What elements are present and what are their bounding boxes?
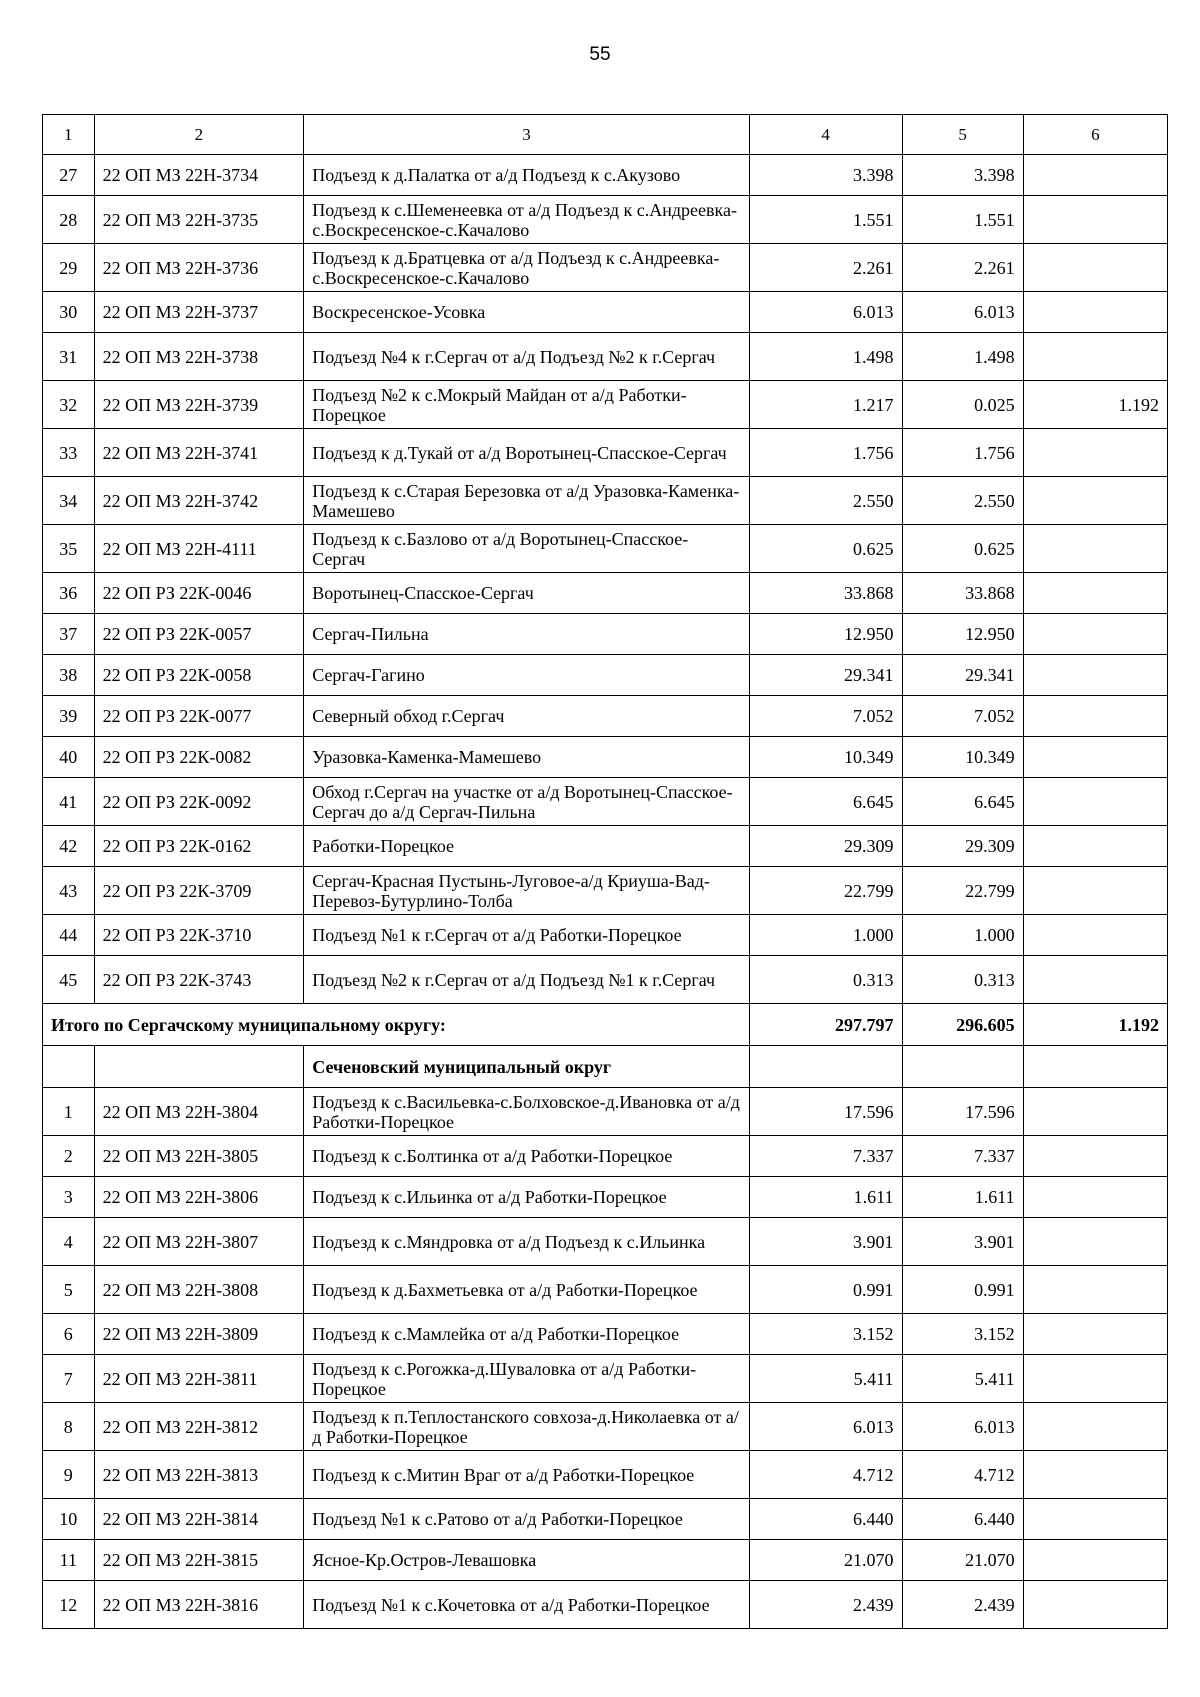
road-id-cell: 22 ОП МЗ 22Н-3736 [94, 244, 304, 292]
col6-value-cell [1023, 956, 1167, 1004]
col5-value-cell: 1.000 [902, 915, 1023, 956]
road-id-cell: 22 ОП МЗ 22Н-3737 [94, 292, 304, 333]
road-name-cell: Подъезд к с.Мяндровка от а/д Подъезд к с.Ильинка [304, 1218, 750, 1266]
col4-value-cell: 0.625 [749, 525, 902, 573]
road-id-cell: 22 ОП МЗ 22Н-3739 [94, 381, 304, 429]
table-row [43, 1451, 1168, 1499]
road-id-cell: 22 ОП МЗ 22Н-3813 [94, 1451, 304, 1499]
col5-value-cell: 33.868 [902, 573, 1023, 614]
table-row [43, 655, 1168, 696]
table-row [43, 696, 1168, 737]
col4-value-cell: 6.013 [749, 292, 902, 333]
road-id-cell: 22 ОП РЗ 22К-3743 [94, 956, 304, 1004]
road-id-cell: 22 ОП РЗ 22К-0057 [94, 614, 304, 655]
road-id-cell: 22 ОП МЗ 22Н-3807 [94, 1218, 304, 1266]
col4-value-cell: 0.313 [749, 956, 902, 1004]
road-name-cell: Воскресенское-Усовка [304, 292, 750, 333]
col6-value-cell [1023, 826, 1167, 867]
table-row [43, 1177, 1168, 1218]
row-number-cell: 29 [43, 244, 95, 292]
row-number-cell: 37 [43, 614, 95, 655]
road-name-cell: Подъезд к п.Теплостанского совхоза-д.Николаевка от а/д Работки-Порецкое [304, 1403, 750, 1451]
road-id-cell: 22 ОП РЗ 22К-0077 [94, 696, 304, 737]
road-id-cell: 22 ОП МЗ 22Н-3738 [94, 333, 304, 381]
row-number-cell: 39 [43, 696, 95, 737]
col5-value-cell: 5.411 [902, 1355, 1023, 1403]
road-name-cell: Подъезд к с.Васильевка-с.Болховское-д.Ивановка от а/д Работки-Порецкое [304, 1088, 750, 1136]
row-number-cell: 11 [43, 1540, 95, 1581]
road-name-cell: Сергач-Пильна [304, 614, 750, 655]
table-row [43, 244, 1168, 292]
road-id-cell: 22 ОП МЗ 22Н-3815 [94, 1540, 304, 1581]
empty-cell [94, 1046, 304, 1088]
col6-value-cell [1023, 655, 1167, 696]
total-v4-cell: 297.797 [749, 1004, 902, 1046]
col4-value-cell: 29.341 [749, 655, 902, 696]
road-id-cell: 22 ОП МЗ 22Н-3735 [94, 196, 304, 244]
col4-value-cell: 10.349 [749, 737, 902, 778]
road-id-cell: 22 ОП МЗ 22Н-3812 [94, 1403, 304, 1451]
road-id-cell: 22 ОП МЗ 22Н-3811 [94, 1355, 304, 1403]
col6-value-cell [1023, 1088, 1167, 1136]
col4-value-cell: 6.013 [749, 1403, 902, 1451]
col4-value-cell: 12.950 [749, 614, 902, 655]
col5-value-cell: 0.313 [902, 956, 1023, 1004]
col6-value-cell [1023, 696, 1167, 737]
row-number-cell: 43 [43, 867, 95, 915]
col4-value-cell: 3.398 [749, 155, 902, 196]
col4-value-cell: 6.645 [749, 778, 902, 826]
road-id-cell: 22 ОП РЗ 22К-3709 [94, 867, 304, 915]
section-row [43, 1046, 1168, 1088]
section-title: Сеченовский муниципальный округ [304, 1046, 750, 1088]
road-id-cell: 22 ОП МЗ 22Н-3808 [94, 1266, 304, 1314]
col6-value-cell [1023, 1218, 1167, 1266]
col6-value-cell [1023, 155, 1167, 196]
road-name-cell: Северный обход г.Сергач [304, 696, 750, 737]
col5-value-cell: 1.551 [902, 196, 1023, 244]
row-number-cell: 6 [43, 1314, 95, 1355]
col4-value-cell: 3.152 [749, 1314, 902, 1355]
road-id-cell: 22 ОП МЗ 22Н-4111 [94, 525, 304, 573]
road-id-cell: 22 ОП РЗ 22К-0162 [94, 826, 304, 867]
empty-cell [43, 1046, 95, 1088]
col4-value-cell: 7.052 [749, 696, 902, 737]
col6-value-cell [1023, 867, 1167, 915]
col5-value-cell: 1.756 [902, 429, 1023, 477]
empty-cell [902, 1046, 1023, 1088]
col5-value-cell: 3.152 [902, 1314, 1023, 1355]
table-row [43, 1136, 1168, 1177]
row-number-cell: 28 [43, 196, 95, 244]
col4-value-cell: 2.439 [749, 1581, 902, 1629]
col4-value-cell: 2.261 [749, 244, 902, 292]
table-row [43, 196, 1168, 244]
road-name-cell: Подъезд №1 к г.Сергач от а/д Работки-Порецкое [304, 915, 750, 956]
col6-value-cell [1023, 196, 1167, 244]
col5-value-cell: 29.309 [902, 826, 1023, 867]
table-row [43, 429, 1168, 477]
road-name-cell: Работки-Порецкое [304, 826, 750, 867]
col6-value-cell [1023, 292, 1167, 333]
col6-value-cell [1023, 244, 1167, 292]
col5-value-cell: 1.498 [902, 333, 1023, 381]
row-number-cell: 4 [43, 1218, 95, 1266]
header-cell: 3 [304, 115, 750, 155]
road-name-cell: Сергач-Красная Пустынь-Луговое-а/д Криуша-Вад-Перевоз-Бутурлино-Толба [304, 867, 750, 915]
row-number-cell: 38 [43, 655, 95, 696]
row-number-cell: 27 [43, 155, 95, 196]
table-row [43, 867, 1168, 915]
col6-value-cell [1023, 1136, 1167, 1177]
col4-value-cell: 1.551 [749, 196, 902, 244]
table-row [43, 1314, 1168, 1355]
col6-value-cell [1023, 1540, 1167, 1581]
road-name-cell: Уразовка-Каменка-Мамешево [304, 737, 750, 778]
col4-value-cell: 6.440 [749, 1499, 902, 1540]
road-id-cell: 22 ОП РЗ 22К-0092 [94, 778, 304, 826]
col6-value-cell [1023, 573, 1167, 614]
road-id-cell: 22 ОП РЗ 22К-0082 [94, 737, 304, 778]
col5-value-cell: 0.991 [902, 1266, 1023, 1314]
row-number-cell: 44 [43, 915, 95, 956]
road-name-cell: Обход г.Сергач на участке от а/д Воротынец-Спасское-Сергач до а/д Сергач-Пильна [304, 778, 750, 826]
col4-value-cell: 17.596 [749, 1088, 902, 1136]
col5-value-cell: 6.645 [902, 778, 1023, 826]
col4-value-cell: 1.498 [749, 333, 902, 381]
road-id-cell: 22 ОП МЗ 22Н-3804 [94, 1088, 304, 1136]
row-number-cell: 3 [43, 1177, 95, 1218]
table-row [43, 1540, 1168, 1581]
road-name-cell: Подъезд к с.Митин Враг от а/д Работки-Порецкое [304, 1451, 750, 1499]
col5-value-cell: 22.799 [902, 867, 1023, 915]
table-row [43, 525, 1168, 573]
road-id-cell: 22 ОП РЗ 22К-0058 [94, 655, 304, 696]
col4-value-cell: 33.868 [749, 573, 902, 614]
table-row [43, 737, 1168, 778]
col4-value-cell: 5.411 [749, 1355, 902, 1403]
col4-value-cell: 2.550 [749, 477, 902, 525]
col4-value-cell: 0.991 [749, 1266, 902, 1314]
empty-cell [749, 1046, 902, 1088]
table-row [43, 956, 1168, 1004]
col5-value-cell: 10.349 [902, 737, 1023, 778]
table-row [43, 1581, 1168, 1629]
table-row [43, 778, 1168, 826]
road-name-cell: Подъезд №2 к с.Мокрый Майдан от а/д Работки-Порецкое [304, 381, 750, 429]
col5-value-cell: 2.550 [902, 477, 1023, 525]
row-number-cell: 42 [43, 826, 95, 867]
col6-value-cell [1023, 1499, 1167, 1540]
col4-value-cell: 4.712 [749, 1451, 902, 1499]
roads-table [42, 114, 1168, 1629]
col4-value-cell: 1.217 [749, 381, 902, 429]
road-name-cell: Подъезд к с.Мамлейка от а/д Работки-Порецкое [304, 1314, 750, 1355]
road-name-cell: Подъезд №1 к с.Ратово от а/д Работки-Порецкое [304, 1499, 750, 1540]
col4-value-cell: 1.756 [749, 429, 902, 477]
col6-value-cell [1023, 1451, 1167, 1499]
col5-value-cell: 7.337 [902, 1136, 1023, 1177]
road-name-cell: Ясное-Кр.Остров-Левашовка [304, 1540, 750, 1581]
empty-cell [1023, 1046, 1167, 1088]
table-row [43, 292, 1168, 333]
row-number-cell: 2 [43, 1136, 95, 1177]
col6-value-cell [1023, 1177, 1167, 1218]
row-number-cell: 33 [43, 429, 95, 477]
table-row [43, 1218, 1168, 1266]
row-number-cell: 5 [43, 1266, 95, 1314]
col6-value-cell [1023, 1266, 1167, 1314]
table-row [43, 1403, 1168, 1451]
col6-value-cell [1023, 525, 1167, 573]
header-cell: 6 [1023, 115, 1167, 155]
header-cell: 4 [749, 115, 902, 155]
col5-value-cell: 2.439 [902, 1581, 1023, 1629]
road-name-cell: Подъезд №2 к г.Сергач от а/д Подъезд №1 к г.Сергач [304, 956, 750, 1004]
road-name-cell: Подъезд к д.Тукай от а/д Воротынец-Спасское-Сергач [304, 429, 750, 477]
road-name-cell: Сергач-Гагино [304, 655, 750, 696]
row-number-cell: 35 [43, 525, 95, 573]
col4-value-cell: 3.901 [749, 1218, 902, 1266]
road-id-cell: 22 ОП МЗ 22Н-3809 [94, 1314, 304, 1355]
col5-value-cell: 29.341 [902, 655, 1023, 696]
road-name-cell: Подъезд к с.Болтинка от а/д Работки-Порецкое [304, 1136, 750, 1177]
row-number-cell: 10 [43, 1499, 95, 1540]
col6-value-cell [1023, 477, 1167, 525]
col4-value-cell: 21.070 [749, 1540, 902, 1581]
col5-value-cell: 1.611 [902, 1177, 1023, 1218]
road-id-cell: 22 ОП МЗ 22Н-3734 [94, 155, 304, 196]
col5-value-cell: 6.013 [902, 292, 1023, 333]
road-id-cell: 22 ОП МЗ 22Н-3806 [94, 1177, 304, 1218]
table-row [43, 333, 1168, 381]
header-cell: 5 [902, 115, 1023, 155]
road-id-cell: 22 ОП МЗ 22Н-3742 [94, 477, 304, 525]
col4-value-cell: 29.309 [749, 826, 902, 867]
table-row [43, 573, 1168, 614]
col5-value-cell: 6.440 [902, 1499, 1023, 1540]
col6-value-cell [1023, 333, 1167, 381]
col5-value-cell: 17.596 [902, 1088, 1023, 1136]
col5-value-cell: 12.950 [902, 614, 1023, 655]
table-body [43, 115, 1168, 1629]
col6-value-cell [1023, 915, 1167, 956]
col5-value-cell: 3.398 [902, 155, 1023, 196]
row-number-cell: 40 [43, 737, 95, 778]
col4-value-cell: 1.611 [749, 1177, 902, 1218]
row-number-cell: 36 [43, 573, 95, 614]
col5-value-cell: 3.901 [902, 1218, 1023, 1266]
total-v6-cell: 1.192 [1023, 1004, 1167, 1046]
col4-value-cell: 1.000 [749, 915, 902, 956]
col4-value-cell: 22.799 [749, 867, 902, 915]
row-number-cell: 1 [43, 1088, 95, 1136]
table-row [43, 915, 1168, 956]
road-name-cell: Подъезд к д.Братцевка от а/д Подъезд к с.Андреевка-с.Воскресенское-с.Качалово [304, 244, 750, 292]
col4-value-cell: 7.337 [749, 1136, 902, 1177]
total-row [43, 1004, 1168, 1046]
col5-value-cell: 4.712 [902, 1451, 1023, 1499]
row-number-cell: 34 [43, 477, 95, 525]
table-row [43, 381, 1168, 429]
road-id-cell: 22 ОП МЗ 22Н-3816 [94, 1581, 304, 1629]
col5-value-cell: 0.025 [902, 381, 1023, 429]
road-id-cell: 22 ОП МЗ 22Н-3814 [94, 1499, 304, 1540]
road-id-cell: 22 ОП РЗ 22К-0046 [94, 573, 304, 614]
col6-value-cell [1023, 429, 1167, 477]
col6-value-cell: 1.192 [1023, 381, 1167, 429]
header-row [43, 115, 1168, 155]
road-name-cell: Подъезд к с.Старая Березовка от а/д Уразовка-Каменка-Мамешево [304, 477, 750, 525]
table-row [43, 477, 1168, 525]
total-label: Итого по Сергачскому муниципальному округу: [43, 1004, 750, 1046]
road-id-cell: 22 ОП РЗ 22К-3710 [94, 915, 304, 956]
col6-value-cell [1023, 1581, 1167, 1629]
col5-value-cell: 6.013 [902, 1403, 1023, 1451]
row-number-cell: 12 [43, 1581, 95, 1629]
table-row [43, 614, 1168, 655]
road-name-cell: Подъезд к д.Палатка от а/д Подъезд к с.Акузово [304, 155, 750, 196]
table-row [43, 1266, 1168, 1314]
table-row [43, 826, 1168, 867]
road-name-cell: Подъезд к д.Бахметьевка от а/д Работки-Порецкое [304, 1266, 750, 1314]
row-number-cell: 41 [43, 778, 95, 826]
road-name-cell: Воротынец-Спасское-Сергач [304, 573, 750, 614]
total-v5-cell: 296.605 [902, 1004, 1023, 1046]
col6-value-cell [1023, 778, 1167, 826]
row-number-cell: 8 [43, 1403, 95, 1451]
col6-value-cell [1023, 614, 1167, 655]
col5-value-cell: 7.052 [902, 696, 1023, 737]
road-name-cell: Подъезд №4 к г.Сергач от а/д Подъезд №2 к г.Сергач [304, 333, 750, 381]
row-number-cell: 31 [43, 333, 95, 381]
col5-value-cell: 21.070 [902, 1540, 1023, 1581]
header-cell: 1 [43, 115, 95, 155]
col6-value-cell [1023, 1403, 1167, 1451]
table-row [43, 1088, 1168, 1136]
col5-value-cell: 0.625 [902, 525, 1023, 573]
row-number-cell: 45 [43, 956, 95, 1004]
col5-value-cell: 2.261 [902, 244, 1023, 292]
col6-value-cell [1023, 1355, 1167, 1403]
road-name-cell: Подъезд к с.Базлово от а/д Воротынец-Спасское-Сергач [304, 525, 750, 573]
row-number-cell: 9 [43, 1451, 95, 1499]
row-number-cell: 30 [43, 292, 95, 333]
table-row [43, 1355, 1168, 1403]
road-name-cell: Подъезд к с.Шеменеевка от а/д Подъезд к с.Андреевка-с.Воскресенское-с.Качалово [304, 196, 750, 244]
road-name-cell: Подъезд к с.Ильинка от а/д Работки-Порецкое [304, 1177, 750, 1218]
row-number-cell: 7 [43, 1355, 95, 1403]
table-row [43, 1499, 1168, 1540]
road-name-cell: Подъезд №1 к с.Кочетовка от а/д Работки-Порецкое [304, 1581, 750, 1629]
col6-value-cell [1023, 737, 1167, 778]
row-number-cell: 32 [43, 381, 95, 429]
table-row [43, 155, 1168, 196]
road-name-cell: Подъезд к с.Рогожка-д.Шуваловка от а/д Работки-Порецкое [304, 1355, 750, 1403]
header-cell: 2 [94, 115, 304, 155]
page-number: 55 [589, 44, 611, 65]
road-id-cell: 22 ОП МЗ 22Н-3741 [94, 429, 304, 477]
road-id-cell: 22 ОП МЗ 22Н-3805 [94, 1136, 304, 1177]
col6-value-cell [1023, 1314, 1167, 1355]
